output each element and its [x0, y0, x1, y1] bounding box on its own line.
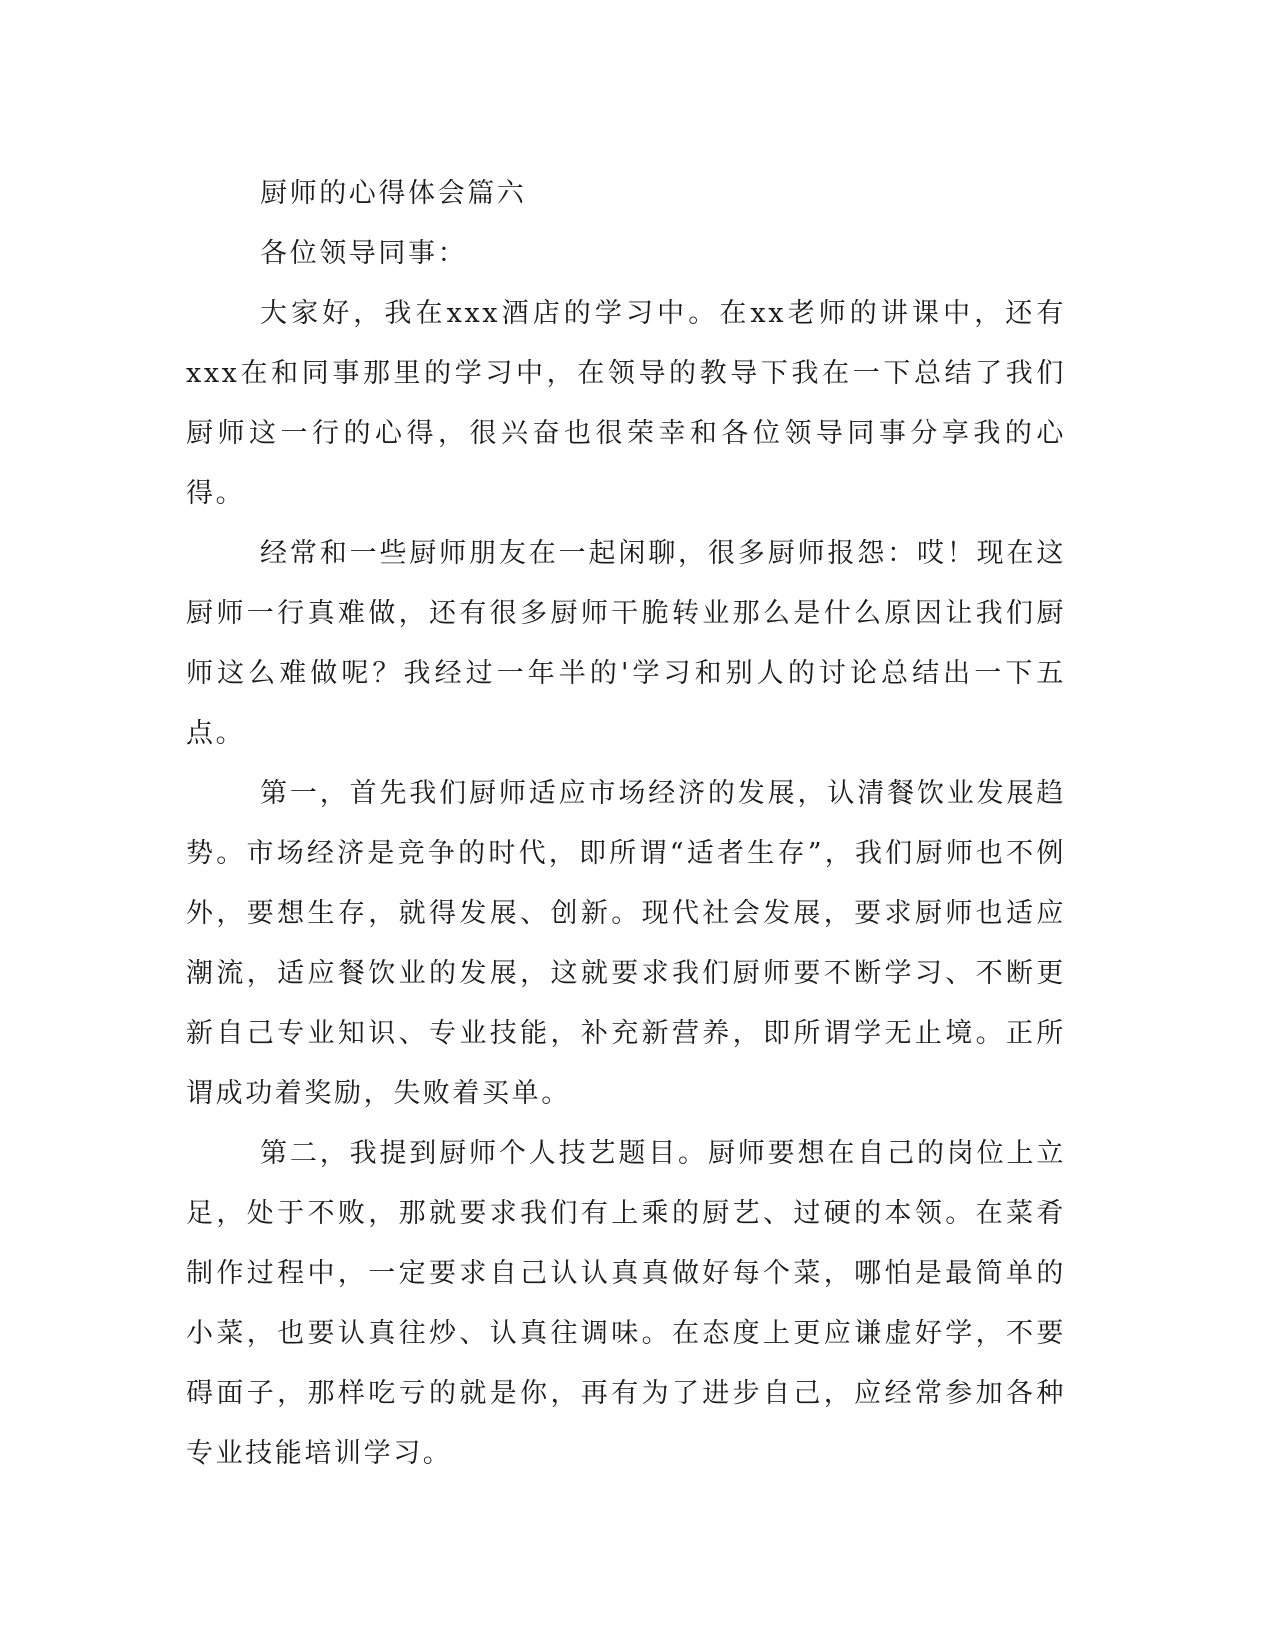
paragraph: 经常和一些厨师朋友在一起闲聊，很多厨师报怨：哎！现在这厨师一行真难做，还有很多厨师干脆转业那么是什么原因让我们厨师这么难做呢？我经过一年半的'学习和别人的讨论总结出一下五点。	[186, 538, 1066, 749]
paragraph: 大家好，我在xxx酒店的学习中。在xx老师的讲课中，还有xxx在和同事那里的学习中，在领导的教导下我在一下总结了我们厨师这一行的心得，很兴奋也很荣幸和各位领导同事分享我的心得。	[186, 298, 1066, 509]
salutation: 各位领导同事：	[260, 238, 468, 269]
paragraph: 第一，首先我们厨师适应市场经济的发展，认清餐饮业发展趋势。市场经济是竞争的时代，即所谓“适者生存”，我们厨师也不例外，要想生存，就得发展、创新。现代社会发展，要求厨师也适应潮流，适应餐饮业的发展，这就要求我们厨师要不断学习、不断更新自己专业知识、专业技能，补充新营养，即所谓学无止境。正所谓成功着奖励，失败着买单。	[186, 778, 1066, 1109]
document-body	[186, 164, 1066, 1484]
paragraph: 第二，我提到厨师个人技艺题目。厨师要想在自己的岗位上立足，处于不败，那就要求我们有上乘的厨艺、过硬的本领。在菜肴制作过程中，一定要求自己认认真真做好每个菜，哪怕是最简单的小菜，也要认真往炒、认真往调味。在态度上更应谦虚好学，不要碍面子，那样吃亏的就是你，再有为了进步自己，应经常参加各种专业技能培训学习。	[186, 1138, 1066, 1469]
document-title: 厨师的心得体会篇六	[260, 178, 527, 209]
